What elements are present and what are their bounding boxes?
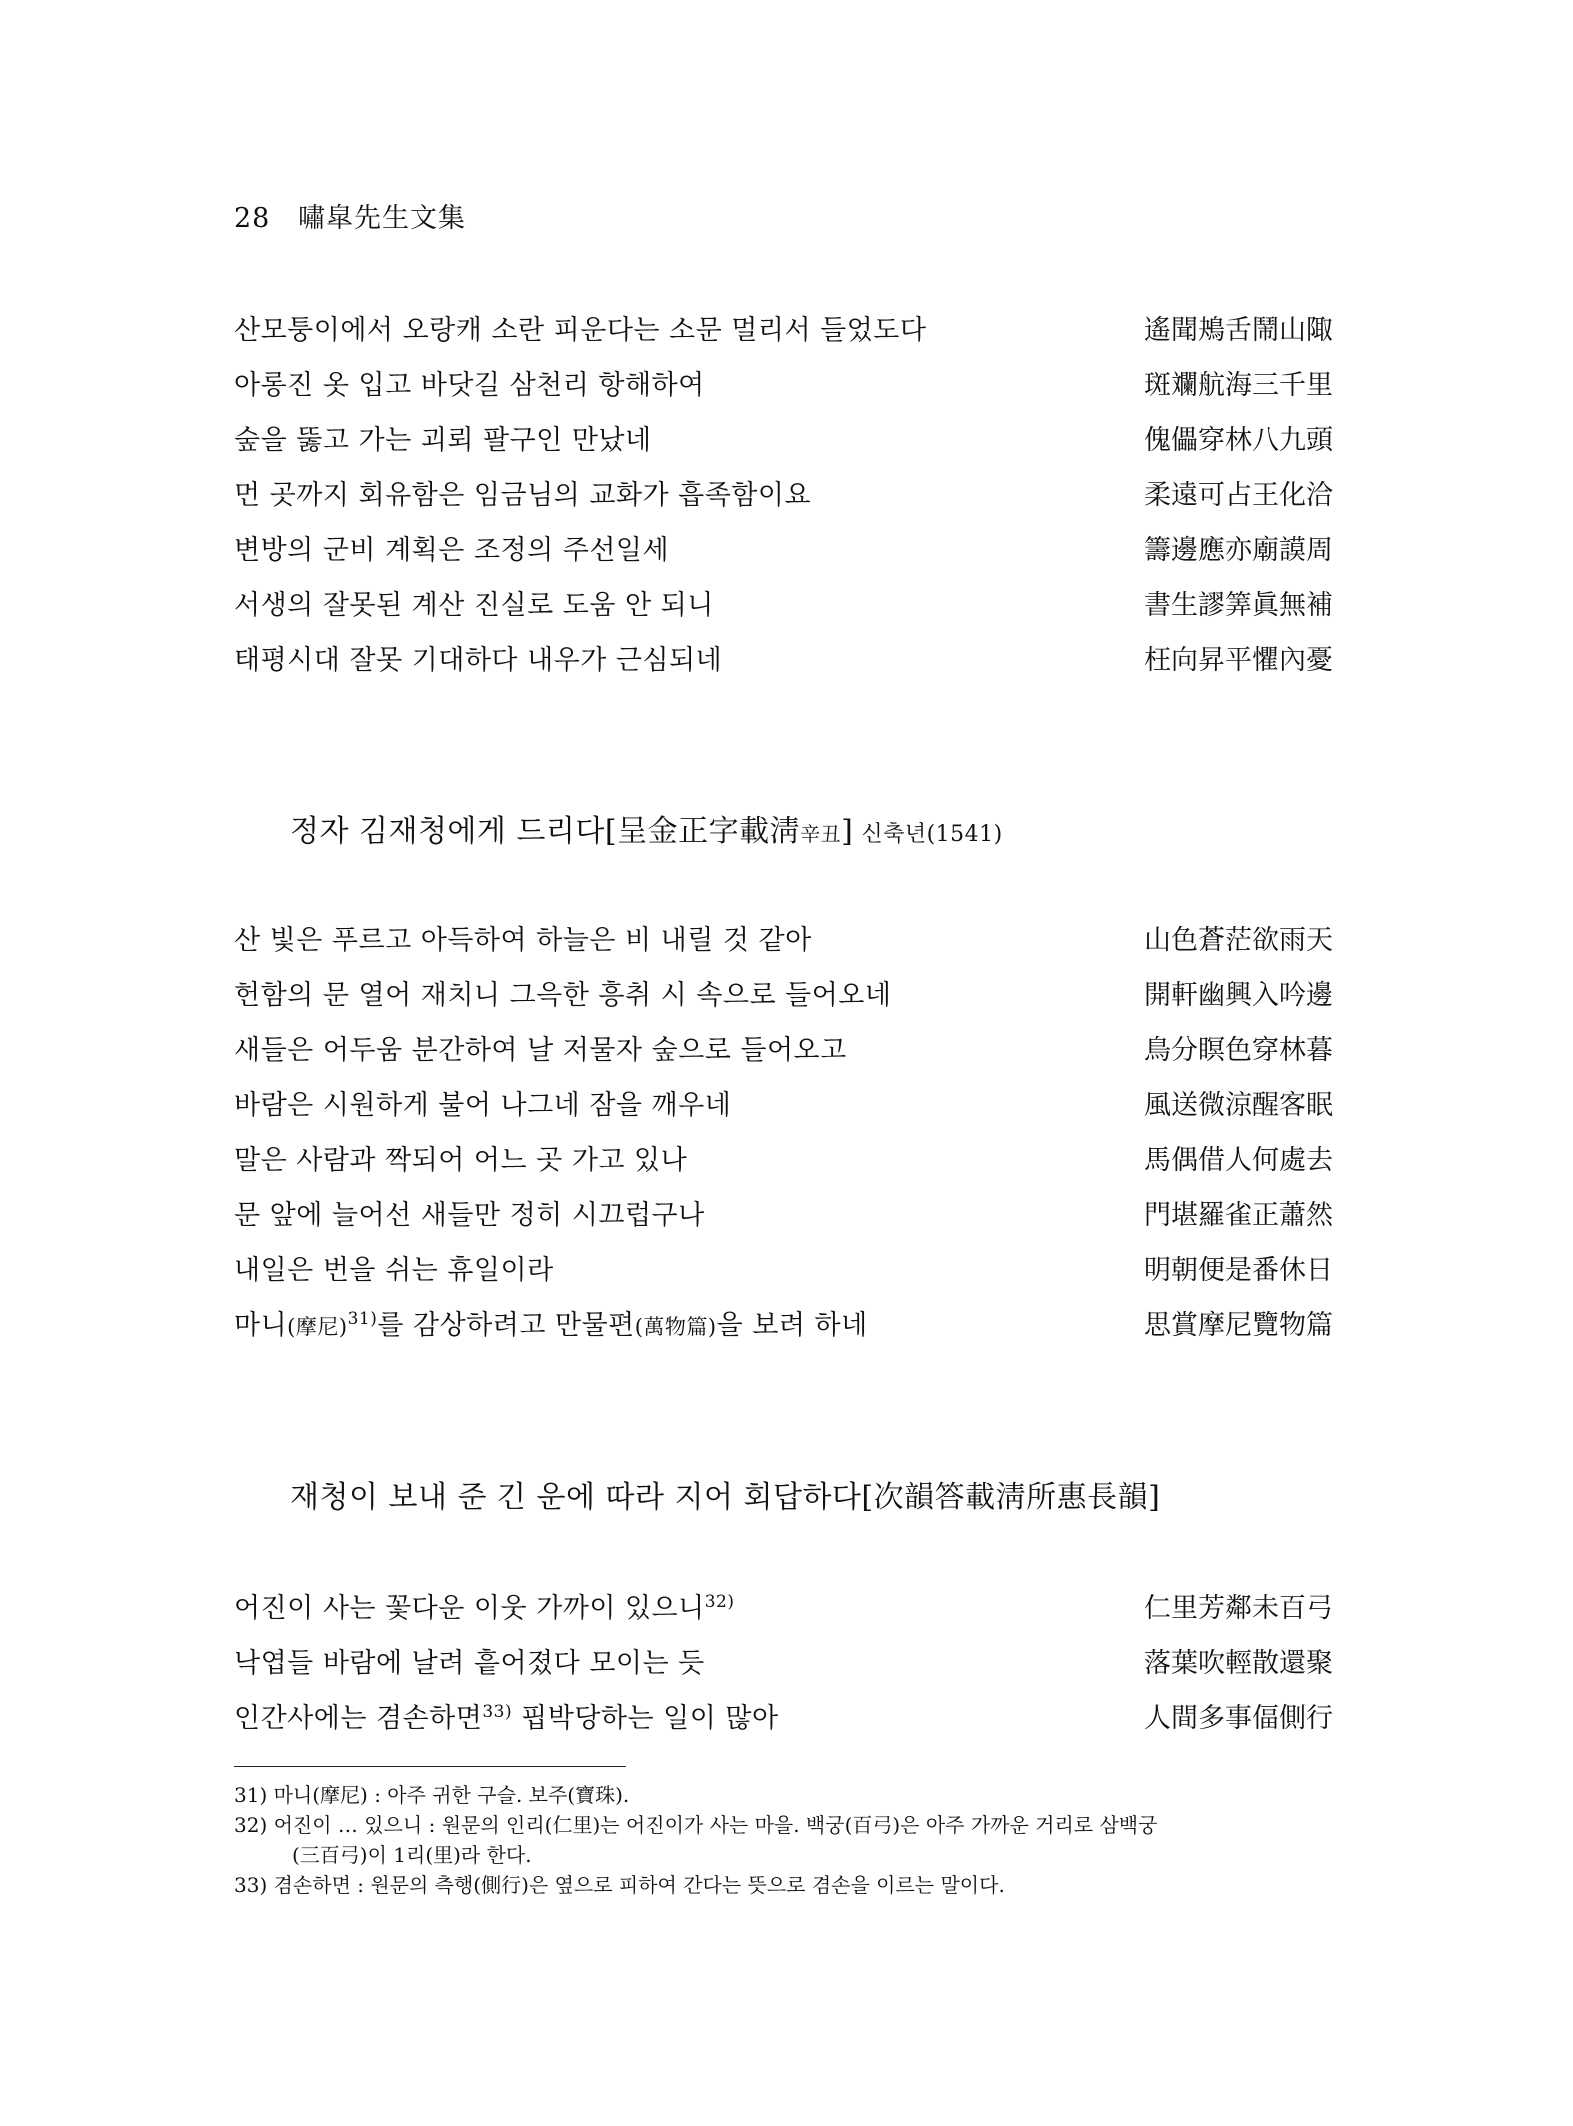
korean-verse: 산 빛은 푸르고 아득하여 하늘은 비 내릴 것 같아 [234, 925, 812, 956]
korean-verse: 태평시대 잘못 기대하다 내우가 근심되네 [234, 645, 723, 676]
footnote-text: 31) 마니(摩尼) : 아주 귀한 구슬. 보주(寶珠). [234, 1783, 630, 1807]
korean-verse [234, 1691, 779, 1746]
verse-line [234, 1298, 1334, 1353]
bracket-open: [ [604, 814, 618, 849]
verse-line [234, 1243, 1334, 1298]
verse-part: 핍박당하는 일이 많아 [512, 1703, 779, 1734]
verse-line [234, 303, 1334, 358]
title-korean: 정자 김재청에게 드리다 [290, 814, 605, 849]
hanja-verse: 開軒幽興入吟邊 [1144, 980, 1333, 1011]
hanja-verse: 仁里芳鄰未百弓 [1144, 1593, 1333, 1624]
verse-part: 을 보려 하네 [716, 1310, 868, 1341]
hanja-verse: 山色蒼茫欲雨天 [1144, 925, 1333, 956]
title-hanja-small: 辛丑 [800, 822, 842, 846]
poem-2 [234, 913, 1334, 1353]
footnote [234, 1870, 1334, 1900]
footnote-divider [234, 1766, 626, 1767]
korean-verse: 헌함의 문 열어 재치니 그윽한 흥취 시 속으로 들어오네 [234, 980, 892, 1011]
verse-line [234, 968, 1334, 1023]
verse-part: 마니 [234, 1310, 288, 1341]
korean-verse: 아롱진 옷 입고 바닷길 삼천리 항해하여 [234, 370, 705, 401]
korean-verse: 내일은 번을 쉬는 휴일이라 [234, 1255, 554, 1286]
verse-line [234, 913, 1334, 968]
poem-2-title [290, 806, 1003, 850]
title-year: 신축년(1541) [861, 822, 1003, 847]
hanja-verse: 明朝便是番休日 [1144, 1255, 1333, 1286]
verse-line [234, 413, 1334, 468]
hanja-verse: 思賞摩尼覽物篇 [1144, 1310, 1333, 1341]
hanja-verse: 馬偶借人何處去 [1144, 1145, 1333, 1176]
verse-line [234, 523, 1334, 578]
korean-verse: 낙엽들 바람에 날려 흩어졌다 모이는 듯 [234, 1648, 705, 1679]
verse-line [234, 633, 1334, 688]
title-korean: 재청이 보내 준 긴 운에 따라 지어 회답하다 [290, 1480, 862, 1515]
poem-1 [234, 303, 1334, 688]
footnote-ref: 32) [704, 1592, 735, 1612]
footnote-continuation: (三百弓)이 1리(里)라 한다. [292, 1843, 532, 1867]
verse-line [234, 1133, 1334, 1188]
hanja-verse: 枉向昇平懼內憂 [1144, 645, 1333, 676]
verse-part: 인간사에는 겸손하면 [234, 1703, 483, 1734]
hanja-verse: 落葉吹輕散還聚 [1144, 1648, 1333, 1679]
korean-verse [234, 1581, 735, 1636]
title-hanja: 次韻答載淸所惠長韻 [873, 1480, 1149, 1515]
verse-line [234, 1188, 1334, 1243]
hanja-verse: 遙聞鴂舌鬧山陬 [1144, 315, 1333, 346]
title-hanja: 呈金正字載淸 [617, 814, 801, 849]
korean-verse: 말은 사람과 짝되어 어느 곳 가고 있나 [234, 1145, 688, 1176]
korean-verse: 바람은 시원하게 불어 나그네 잠을 깨우네 [234, 1090, 732, 1121]
page-number: 28 [234, 203, 271, 234]
footnote-ref: 31) [347, 1309, 378, 1329]
verse-part: 어진이 사는 꽃다운 이웃 가까이 있으니 [234, 1593, 705, 1624]
hanja-verse: 門堪羅雀正蕭然 [1144, 1200, 1333, 1231]
bracket-close: ] [841, 814, 854, 849]
verse-line [234, 1078, 1334, 1133]
bracket-open: [ [861, 1480, 874, 1515]
footnote [234, 1780, 1334, 1810]
verse-line [234, 1691, 1334, 1746]
footnote-text: 32) 어진이 … 있으니 : 원문의 인리(仁里)는 어진이가 사는 마을. 백궁(百弓)은 아주 가까운 거리로 삼백궁 [234, 1813, 1158, 1837]
korean-verse [234, 1298, 868, 1355]
verse-line [234, 468, 1334, 523]
footnote [234, 1810, 1334, 1870]
hanja-verse: 柔遠可占王化洽 [1144, 480, 1333, 511]
korean-verse: 산모퉁이에서 오랑캐 소란 피운다는 소문 멀리서 들었도다 [234, 315, 927, 346]
poem-3-title [290, 1472, 1160, 1516]
verse-line [234, 1023, 1334, 1078]
korean-verse: 서생의 잘못된 계산 진실로 도움 안 되니 [234, 590, 714, 621]
hanja-verse: 傀儡穿林八九頭 [1144, 425, 1333, 456]
verse-paren: (萬物篇) [634, 1315, 717, 1339]
verse-line [234, 358, 1334, 413]
verse-line [234, 1636, 1334, 1691]
korean-verse: 새들은 어두움 분간하여 날 저물자 숲으로 들어오고 [234, 1035, 847, 1066]
korean-verse: 변방의 군비 계획은 조정의 주선일세 [234, 535, 670, 566]
bracket-close: ] [1148, 1480, 1161, 1515]
hanja-verse: 人間多事偪側行 [1144, 1703, 1333, 1734]
verse-part: 를 감상하려고 만물편 [377, 1310, 635, 1341]
hanja-verse: 風送微涼醒客眠 [1144, 1090, 1333, 1121]
verse-paren: (摩尼) [287, 1315, 348, 1339]
korean-verse: 먼 곳까지 회유함은 임금님의 교화가 흡족함이요 [234, 480, 812, 511]
korean-verse: 숲을 뚫고 가는 괴뢰 팔구인 만났네 [234, 425, 652, 456]
hanja-verse: 斑斕航海三千里 [1144, 370, 1333, 401]
korean-verse: 문 앞에 늘어선 새들만 정히 시끄럽구나 [234, 1200, 705, 1231]
hanja-verse: 鳥分瞑色穿林暮 [1144, 1035, 1333, 1066]
poem-3 [234, 1581, 1334, 1746]
footnote-ref: 33) [482, 1702, 513, 1722]
verse-line [234, 1581, 1334, 1636]
hanja-verse: 籌邊應亦廟謨周 [1144, 535, 1333, 566]
page-header [234, 196, 466, 235]
verse-line [234, 578, 1334, 633]
hanja-verse: 書生謬筭眞無補 [1144, 590, 1333, 621]
footnotes [234, 1780, 1334, 1900]
footnote-text: 33) 겸손하면 : 원문의 측행(側行)은 옆으로 피하여 간다는 뜻으로 겸손을 이르는 말이다. [234, 1873, 1005, 1897]
book-title: 嘯皐先生文集 [297, 203, 466, 234]
